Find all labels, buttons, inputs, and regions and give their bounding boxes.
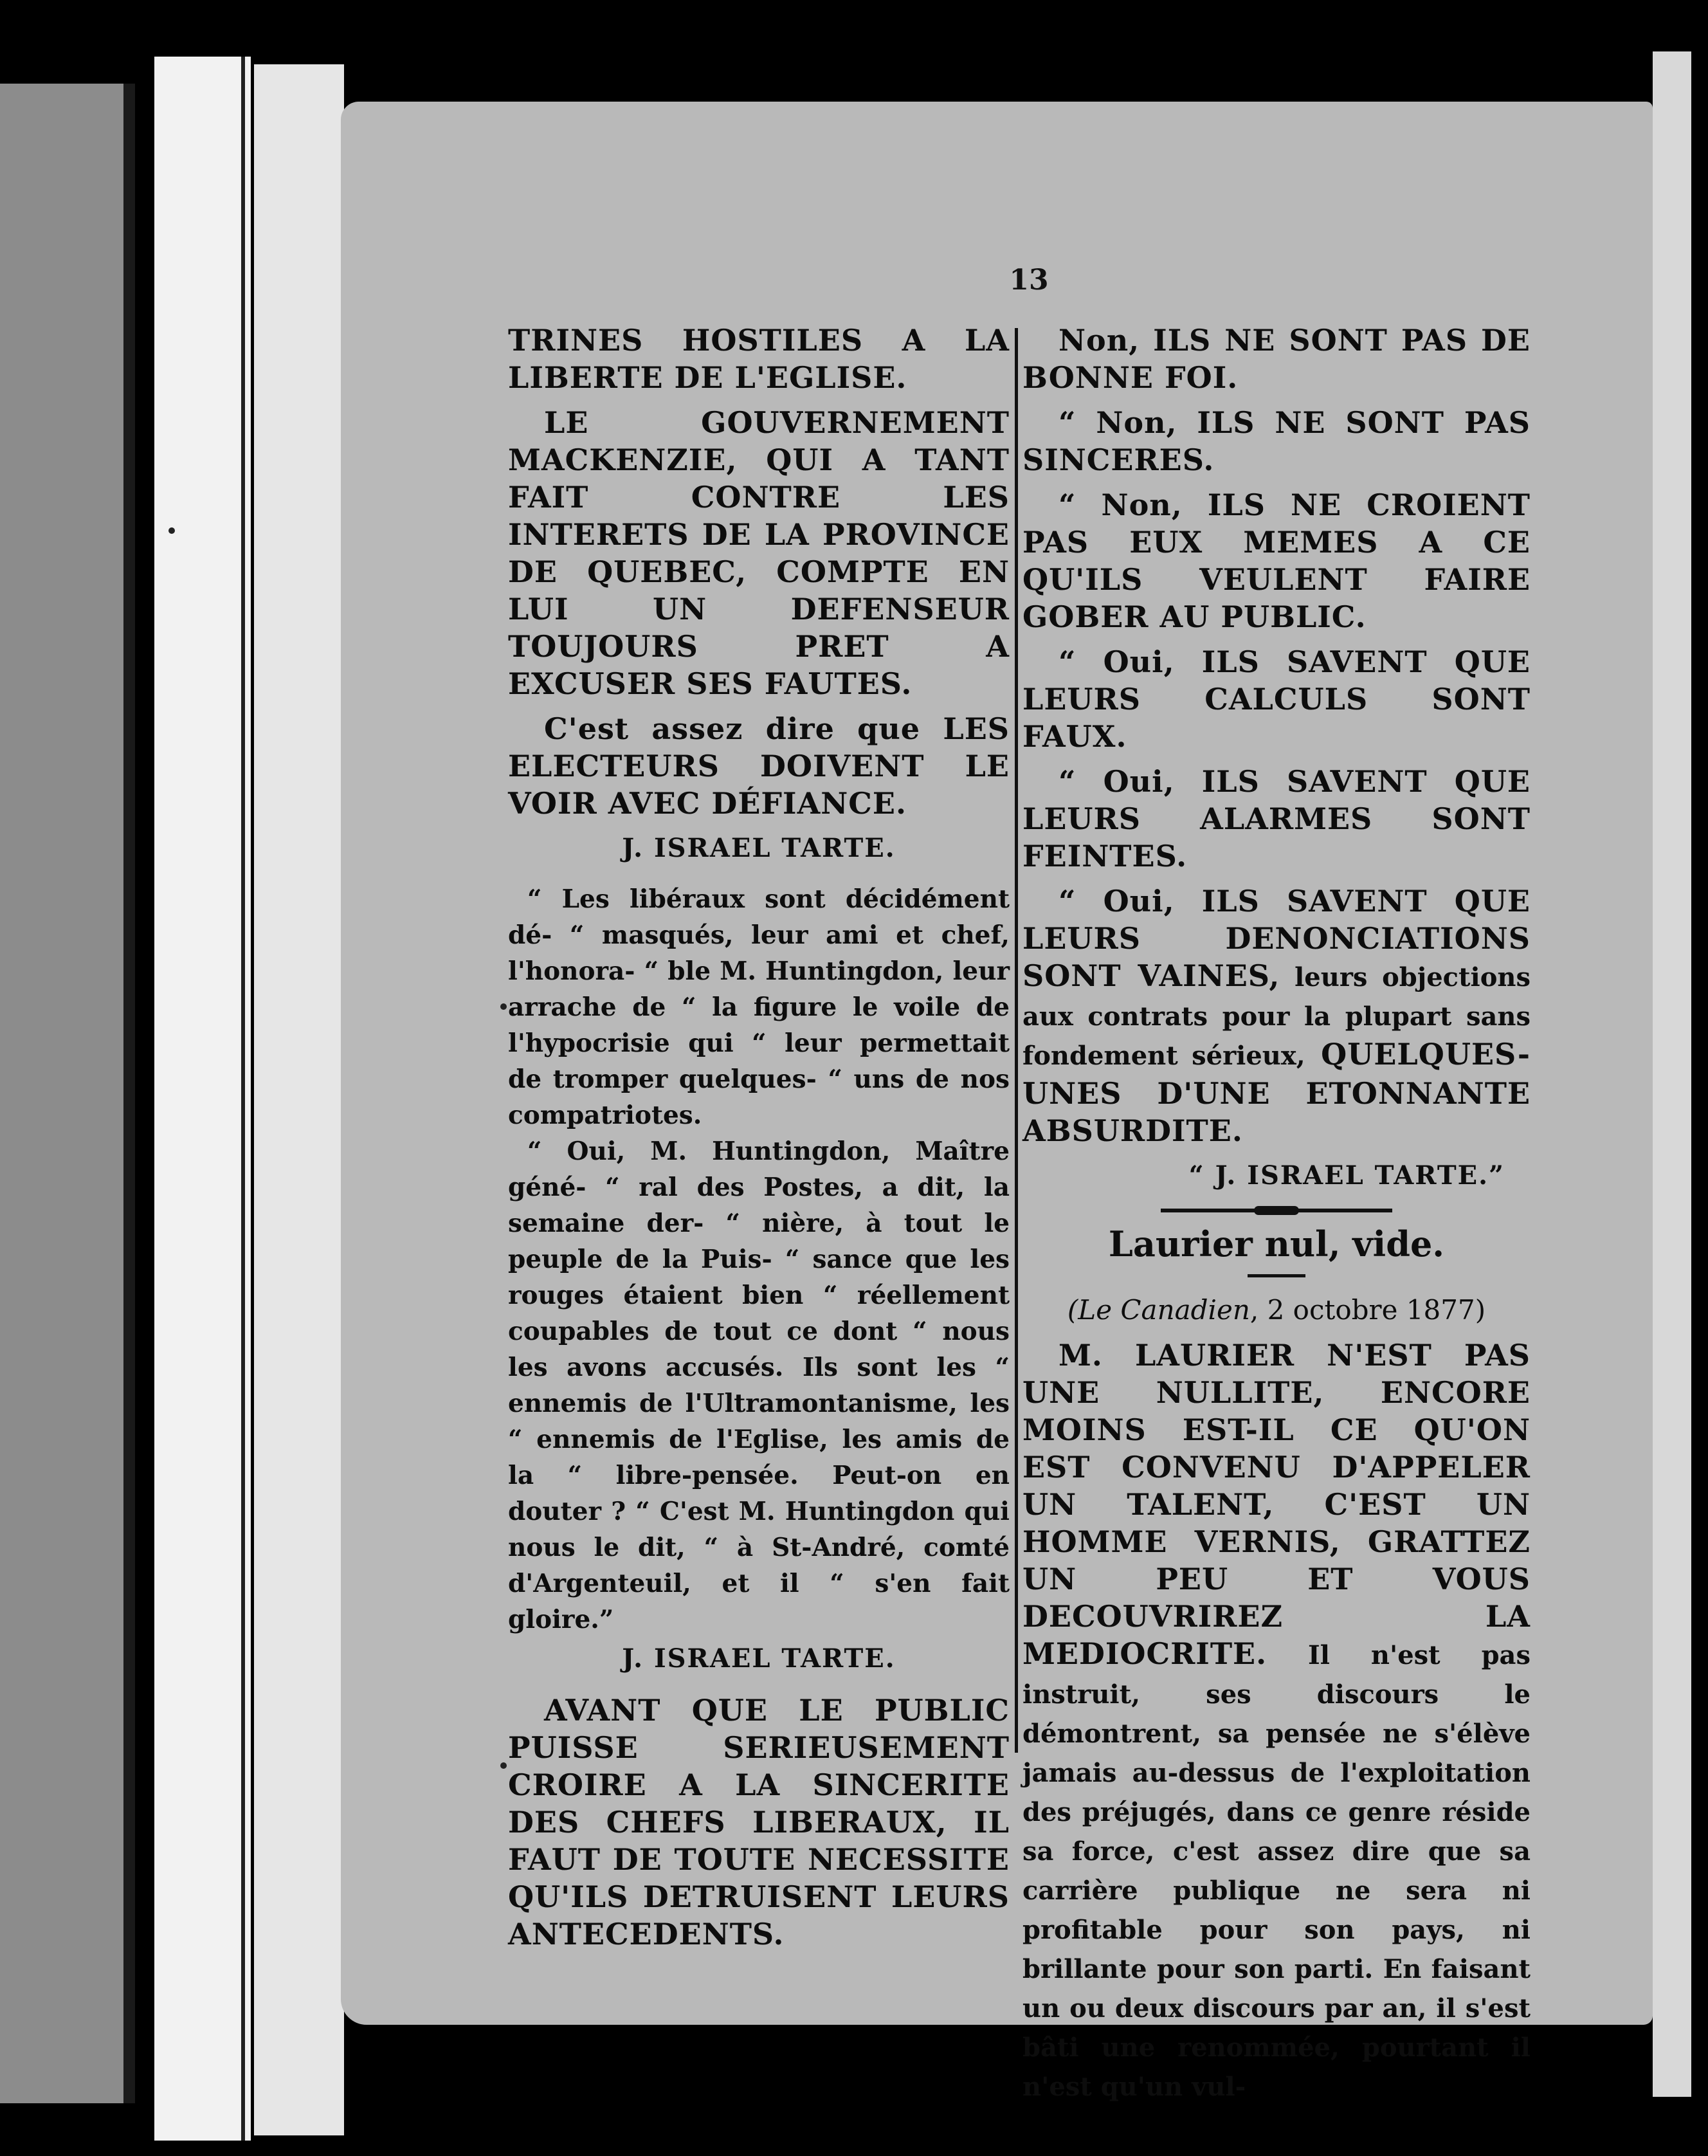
signature-2: J. ISRAEL TARTE. bbox=[622, 1643, 896, 1674]
right-paragraph-6-caps: “ Oui, ILS SAVENT QUE LEURS DENONCIATIONS SONT VAINES, bbox=[1022, 884, 1531, 993]
margin-mark bbox=[500, 1762, 507, 1769]
quote-paragraph-2: “ Oui, M. Huntingdon, Maître géné- “ ral des Postes, a dit, la semaine der- “ nière, à tout le peuple de la Puis- “ sance que les rouges étaient bien “ réellement coupables de tout ce dont “ nous les avons accusés. Ils sont les “ ennemis de l'Ultramontanisme, les “ ennemis de l'Eglise, les amis de la “ libre-pensée. Peut-on en douter ? “ C'est M. Huntingdon qui nous le dit, “ à St-André, comté d'Argenteuil, et il “ s'en fait gloire.” bbox=[508, 1137, 1010, 1634]
right-paragraph-1: Non, ILS NE SONT PAS DE BONNE FOI. bbox=[1022, 323, 1531, 395]
right-paragraph-4: “ Oui, ILS SAVENT QUE LEURS CALCULS SONT FAUX. bbox=[1022, 644, 1531, 754]
article-body-text: Il n'est pas instruit, ses discours le démontrent, sa pensée ne s'élève jamais au-dessus de l'exploitation des préjugés, dans ce genre réside sa force, c'est assez dire que sa carrière publique ne sera ni profitable pour son pays, ni brillante pour son parti. En faisant un ou deux discours par an, il s'est bâti une renommée, pourtant il n'est qu'un vul- bbox=[1022, 1640, 1531, 2102]
ornamental-rule bbox=[1161, 1209, 1392, 1212]
right-column bbox=[1022, 322, 1531, 2106]
paragraph-1: TRINES HOSTILES A LA LIBERTE DE L'EGLISE. bbox=[508, 323, 1010, 395]
paragraph-2: LE GOUVERNEMENT MACKENZIE, QUI A TANT FAIT CONTRE LES INTERETS DE LA PROVINCE DE QUEBEC, COMPTE EN LUI UN DEFENSEUR TOUJOURS PRET A EXCUSER SES FAUTES. bbox=[508, 405, 1010, 701]
binding-strip bbox=[154, 57, 251, 2141]
right-paragraph-2: “ Non, ILS NE SONT PAS SINCERES. bbox=[1022, 405, 1531, 477]
paragraph-4: AVANT QUE LE PUBLIC PUISSE SERIEUSEMENT CROIRE A LA SINCERITE DES CHEFS LIBERAUX, IL FAUT DE TOUTE NECESSITE QU'ILS DETRUISENT LEURS ANTECEDENTS. bbox=[508, 1693, 1010, 1951]
margin-mark bbox=[168, 527, 175, 534]
margin-mark bbox=[500, 1003, 507, 1010]
source-citation bbox=[1022, 1292, 1531, 1329]
page-number: 13 bbox=[1009, 264, 1049, 297]
binding-line bbox=[241, 57, 245, 2141]
short-rule bbox=[1248, 1274, 1305, 1277]
section-heading: Laurier nul, vide. bbox=[1108, 1223, 1445, 1265]
source-date: , 2 octobre 1877) bbox=[1249, 1294, 1486, 1326]
right-paragraph-6-caps-end: QUELQUES-UNES D'UNE ETONNANTE ABSURDITE. bbox=[1022, 1037, 1531, 1148]
source-open: ( bbox=[1067, 1294, 1078, 1326]
article-body bbox=[1022, 1337, 1531, 2106]
quote-block bbox=[508, 881, 1010, 1638]
right-signature: “ J. ISRAEL TARTE.” bbox=[1188, 1160, 1505, 1191]
column-divider bbox=[1015, 328, 1018, 1753]
binding-strip-inner bbox=[254, 64, 344, 2135]
right-margin-strip bbox=[1653, 51, 1691, 2097]
source-name: Le Canadien bbox=[1078, 1294, 1250, 1326]
article-body-caps: M. LAURIER N'EST PAS UNE NULLITE, ENCORE MOINS EST-IL CE QU'ON EST CONVENU D'APPELER UN TALENT, C'EST UN HOMME VERNIS, GRATTEZ UN PEU ET VOUS DECOUVRIREZ LA MEDIOCRITE. bbox=[1022, 1338, 1531, 1671]
adjacent-page bbox=[0, 84, 135, 2103]
right-paragraph-6 bbox=[1022, 882, 1531, 1149]
right-paragraph-6-text: leurs objections aux contrats pour la plupart sans fondement sérieux, bbox=[1022, 962, 1531, 1071]
left-column bbox=[508, 322, 1010, 1960]
paragraph-3: C'est assez dire que LES ELECTEURS DOIVENT LE VOIR AVEC DÉFIANCE. bbox=[508, 711, 1010, 821]
quote-paragraph-1: “ Les libéraux sont décidément dé- “ masqués, leur ami et chef, l'honora- “ ble M. Huntingdon, leur arrache de “ la figure le voile de l'hypocrisie qui “ leur permettait de tromper quelques- “ uns de nos compatriotes. bbox=[508, 884, 1010, 1130]
signature-1: J. ISRAEL TARTE. bbox=[622, 833, 896, 863]
page-edge bbox=[123, 84, 135, 2103]
right-paragraph-5: “ Oui, ILS SAVENT QUE LEURS ALARMES SONT FEINTES. bbox=[1022, 764, 1531, 873]
right-paragraph-3: “ Non, ILS NE CROIENT PAS EUX MEMES A CE QU'ILS VEULENT FAIRE GOBER AU PUBLIC. bbox=[1022, 488, 1531, 634]
